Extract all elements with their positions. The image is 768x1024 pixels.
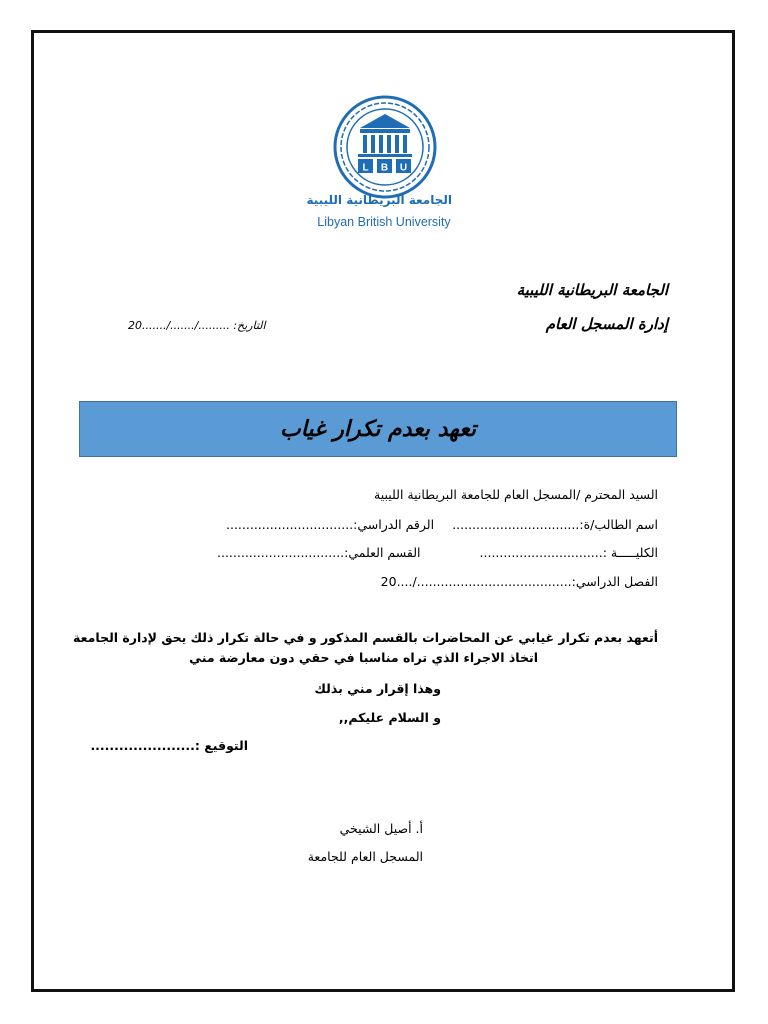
semester-field: الفصل الدراسي:......................................./....20 <box>380 574 658 589</box>
student-name-field: اسم الطالب/ة:................................ <box>452 517 658 532</box>
logo-initial-u: U <box>399 162 408 174</box>
university-logo <box>330 92 440 202</box>
title-banner <box>79 401 677 457</box>
logo-initial-b: B <box>380 162 389 174</box>
logo-name-arabic: الجامعة البريطانية الليبية <box>306 193 452 207</box>
header-university-name: الجامعة البريطانية الليبية <box>516 281 668 299</box>
signature-field: التوقيع :...................... <box>90 738 248 753</box>
logo-name-english: Libyan British University <box>317 215 451 229</box>
pledge-line-1: أتعهد بعدم تكرار غيابي عن المحاضرات بالقسم المذكور و في حالة تكرار ذلك يحق لإدارة الجامعة <box>73 630 658 645</box>
student-number-field: الرقم الدراسي:................................ <box>226 517 435 532</box>
pledge-line-2: اتخاذ الاجراء الذي تراه مناسبا في حقي دون معارضة مني <box>189 650 538 665</box>
header-department: إدارة المسجل العام <box>545 315 668 333</box>
closing-line: و السلام عليكم,, <box>338 710 441 725</box>
signatory-name: أ. أصيل الشيخي <box>339 821 423 836</box>
department-field: القسم العلمي:................................ <box>217 545 421 560</box>
faculty-field: الكليـــــة :............................... <box>479 545 658 560</box>
document-title: تعهد بعدم تكرار غياب <box>279 416 476 442</box>
acknowledgement-line: وهذا إقرار مني بذلك <box>314 681 441 696</box>
logo-initial-l: L <box>362 162 369 174</box>
date-field: التاريخ: ........./......./.......20 <box>128 319 266 332</box>
addressee-line: السيد المحترم /المسجل العام للجامعة البريطانية الليبية <box>374 487 658 502</box>
signatory-title: المسجل العام للجامعة <box>307 849 423 864</box>
